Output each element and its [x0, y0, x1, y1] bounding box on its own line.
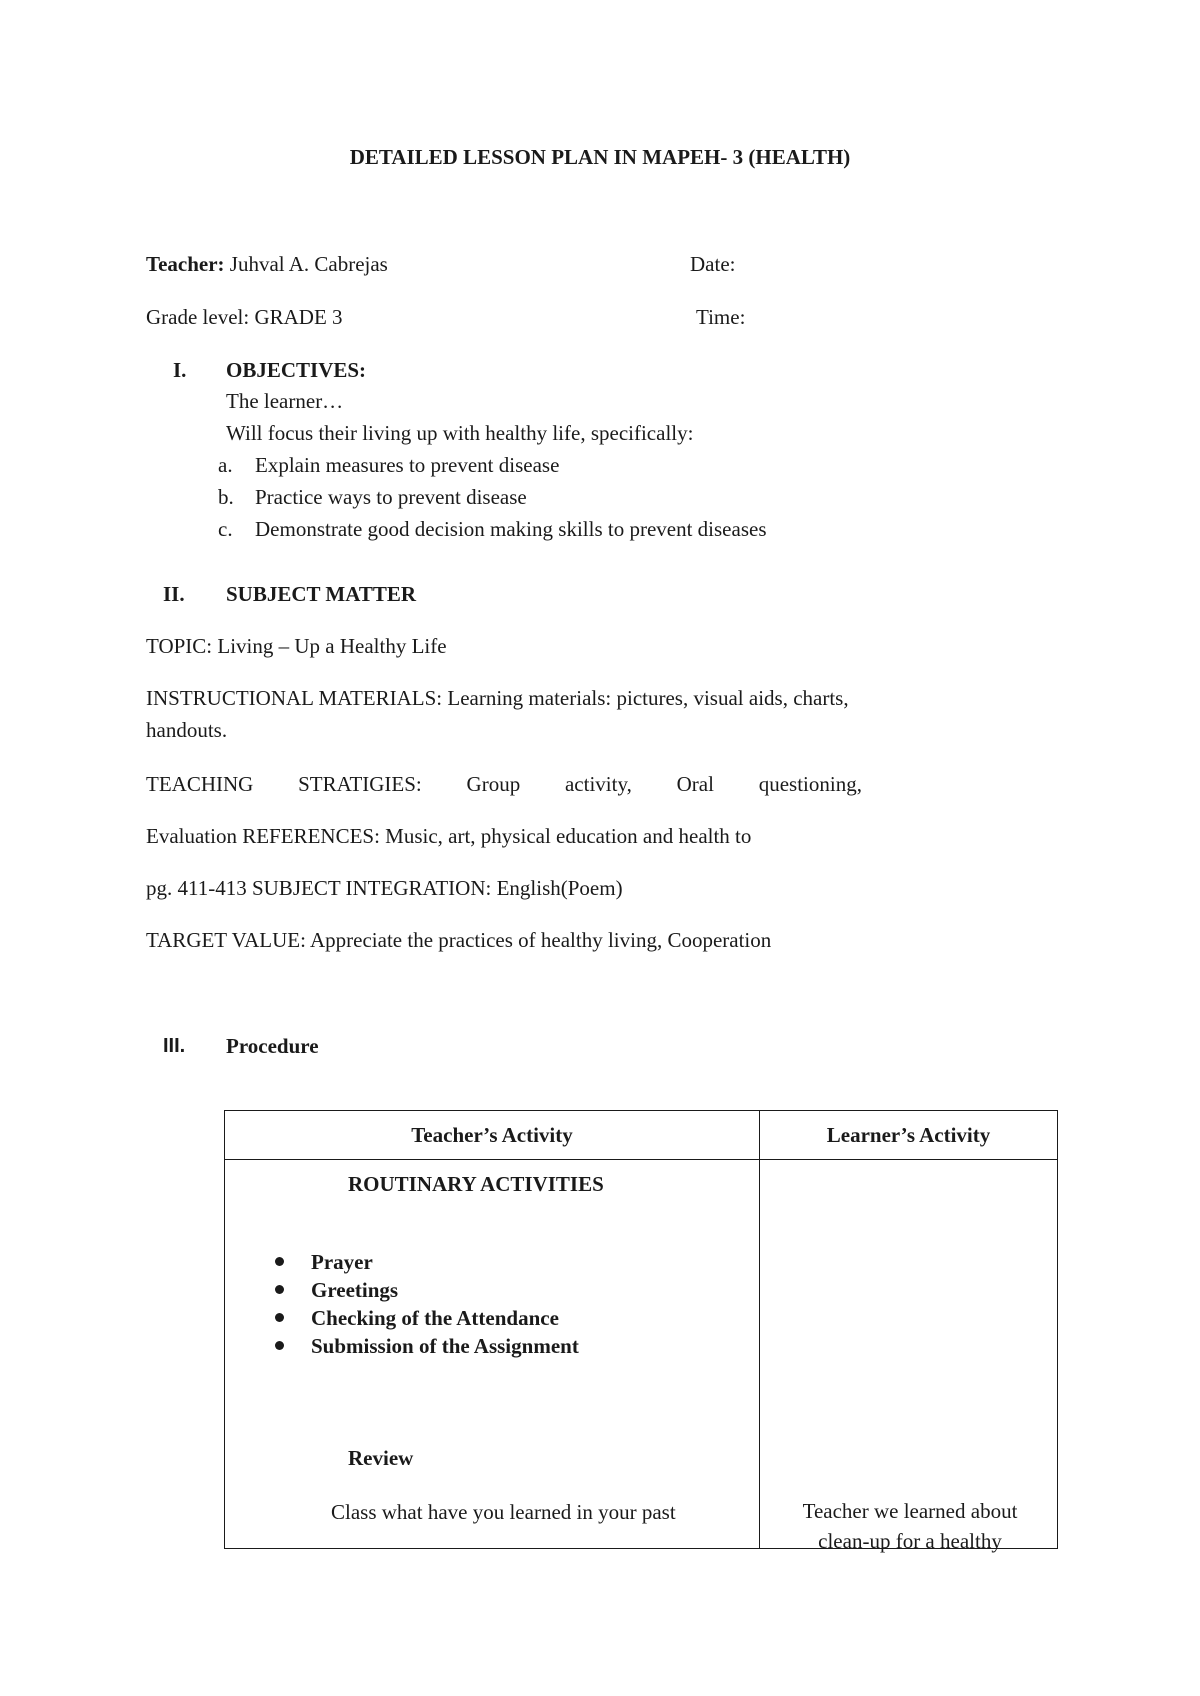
teaching-word: Group — [466, 772, 521, 796]
teacher-activity-text: Class what have you learned in your past — [331, 1500, 676, 1524]
column-header-teacher: Teacher’s Activity — [225, 1111, 760, 1160]
objectives-numeral: I. — [173, 358, 187, 382]
objective-item: Explain measures to prevent disease — [255, 453, 560, 477]
teaching-word: activity, — [564, 772, 632, 796]
routinary-heading: ROUTINARY ACTIVITIES — [348, 1172, 604, 1196]
subject-numeral: II. — [163, 582, 185, 606]
teacher-label: Teacher: — [146, 252, 225, 276]
table-header-row — [225, 1111, 1058, 1160]
review-heading: Review — [348, 1446, 414, 1470]
learner-line: clean-up for a healthy — [818, 1529, 1002, 1553]
evaluation-line: Evaluation REFERENCES: Music, art, physical education and health to — [146, 824, 752, 848]
objective-letter: a. — [218, 453, 233, 477]
procedure-heading: Procedure — [226, 1034, 319, 1058]
subject-heading: SUBJECT MATTER — [226, 582, 417, 606]
objective-letter: c. — [218, 517, 233, 541]
date-label: Date: — [690, 252, 736, 276]
teaching-word: questioning, — [758, 772, 862, 796]
learner-activity-text — [760, 1496, 1060, 1556]
topic-line: TOPIC: Living – Up a Healthy Life — [146, 634, 447, 658]
list-item: Submission of the Assignment — [275, 1332, 579, 1360]
table-row — [225, 1160, 1058, 1549]
grade-level: Grade level: GRADE 3 — [146, 305, 343, 329]
list-item: Greetings — [275, 1276, 579, 1304]
list-item: Checking of the Attendance — [275, 1304, 579, 1332]
teaching-word: STRATIGIES: — [298, 772, 422, 796]
teacher-name: Juhval A. Cabrejas — [229, 252, 388, 276]
materials-line-cont: handouts. — [146, 718, 228, 742]
column-header-learner: Learner’s Activity — [760, 1111, 1058, 1160]
procedure-numeral: III. — [163, 1035, 186, 1057]
objective-item: Demonstrate good decision making skills to prevent diseases — [255, 517, 767, 541]
learner-line: Teacher we learned about — [802, 1499, 1018, 1523]
teacher-line — [146, 248, 388, 280]
target-value-line: TARGET VALUE: Appreciate the practices of healthy living, Cooperation — [146, 928, 772, 952]
learner-activity-cell — [760, 1160, 1058, 1553]
teaching-word: TEACHING — [146, 772, 254, 796]
time-label: Time: — [696, 305, 746, 329]
objectives-intro-detail: Will focus their living up with healthy life, specifically: — [226, 421, 694, 445]
objectives-intro: The learner… — [226, 389, 344, 413]
teacher-activity-cell — [225, 1160, 760, 1549]
objectives-heading: OBJECTIVES: — [226, 358, 367, 382]
teaching-word: Oral — [676, 772, 714, 796]
objective-letter: b. — [218, 485, 234, 509]
document-title: DETAILED LESSON PLAN IN MAPEH- 3 (HEALTH) — [349, 145, 851, 169]
procedure-table — [224, 1110, 1058, 1553]
list-item: Prayer — [275, 1248, 579, 1276]
pages-line: pg. 411-413 SUBJECT INTEGRATION: English(Poem) — [146, 876, 623, 900]
teaching-strategies-line — [146, 768, 862, 800]
objective-item: Practice ways to prevent disease — [255, 485, 527, 509]
materials-line: INSTRUCTIONAL MATERIALS: Learning materials: pictures, visual aids, charts, — [146, 686, 849, 710]
routinary-list — [275, 1248, 579, 1360]
